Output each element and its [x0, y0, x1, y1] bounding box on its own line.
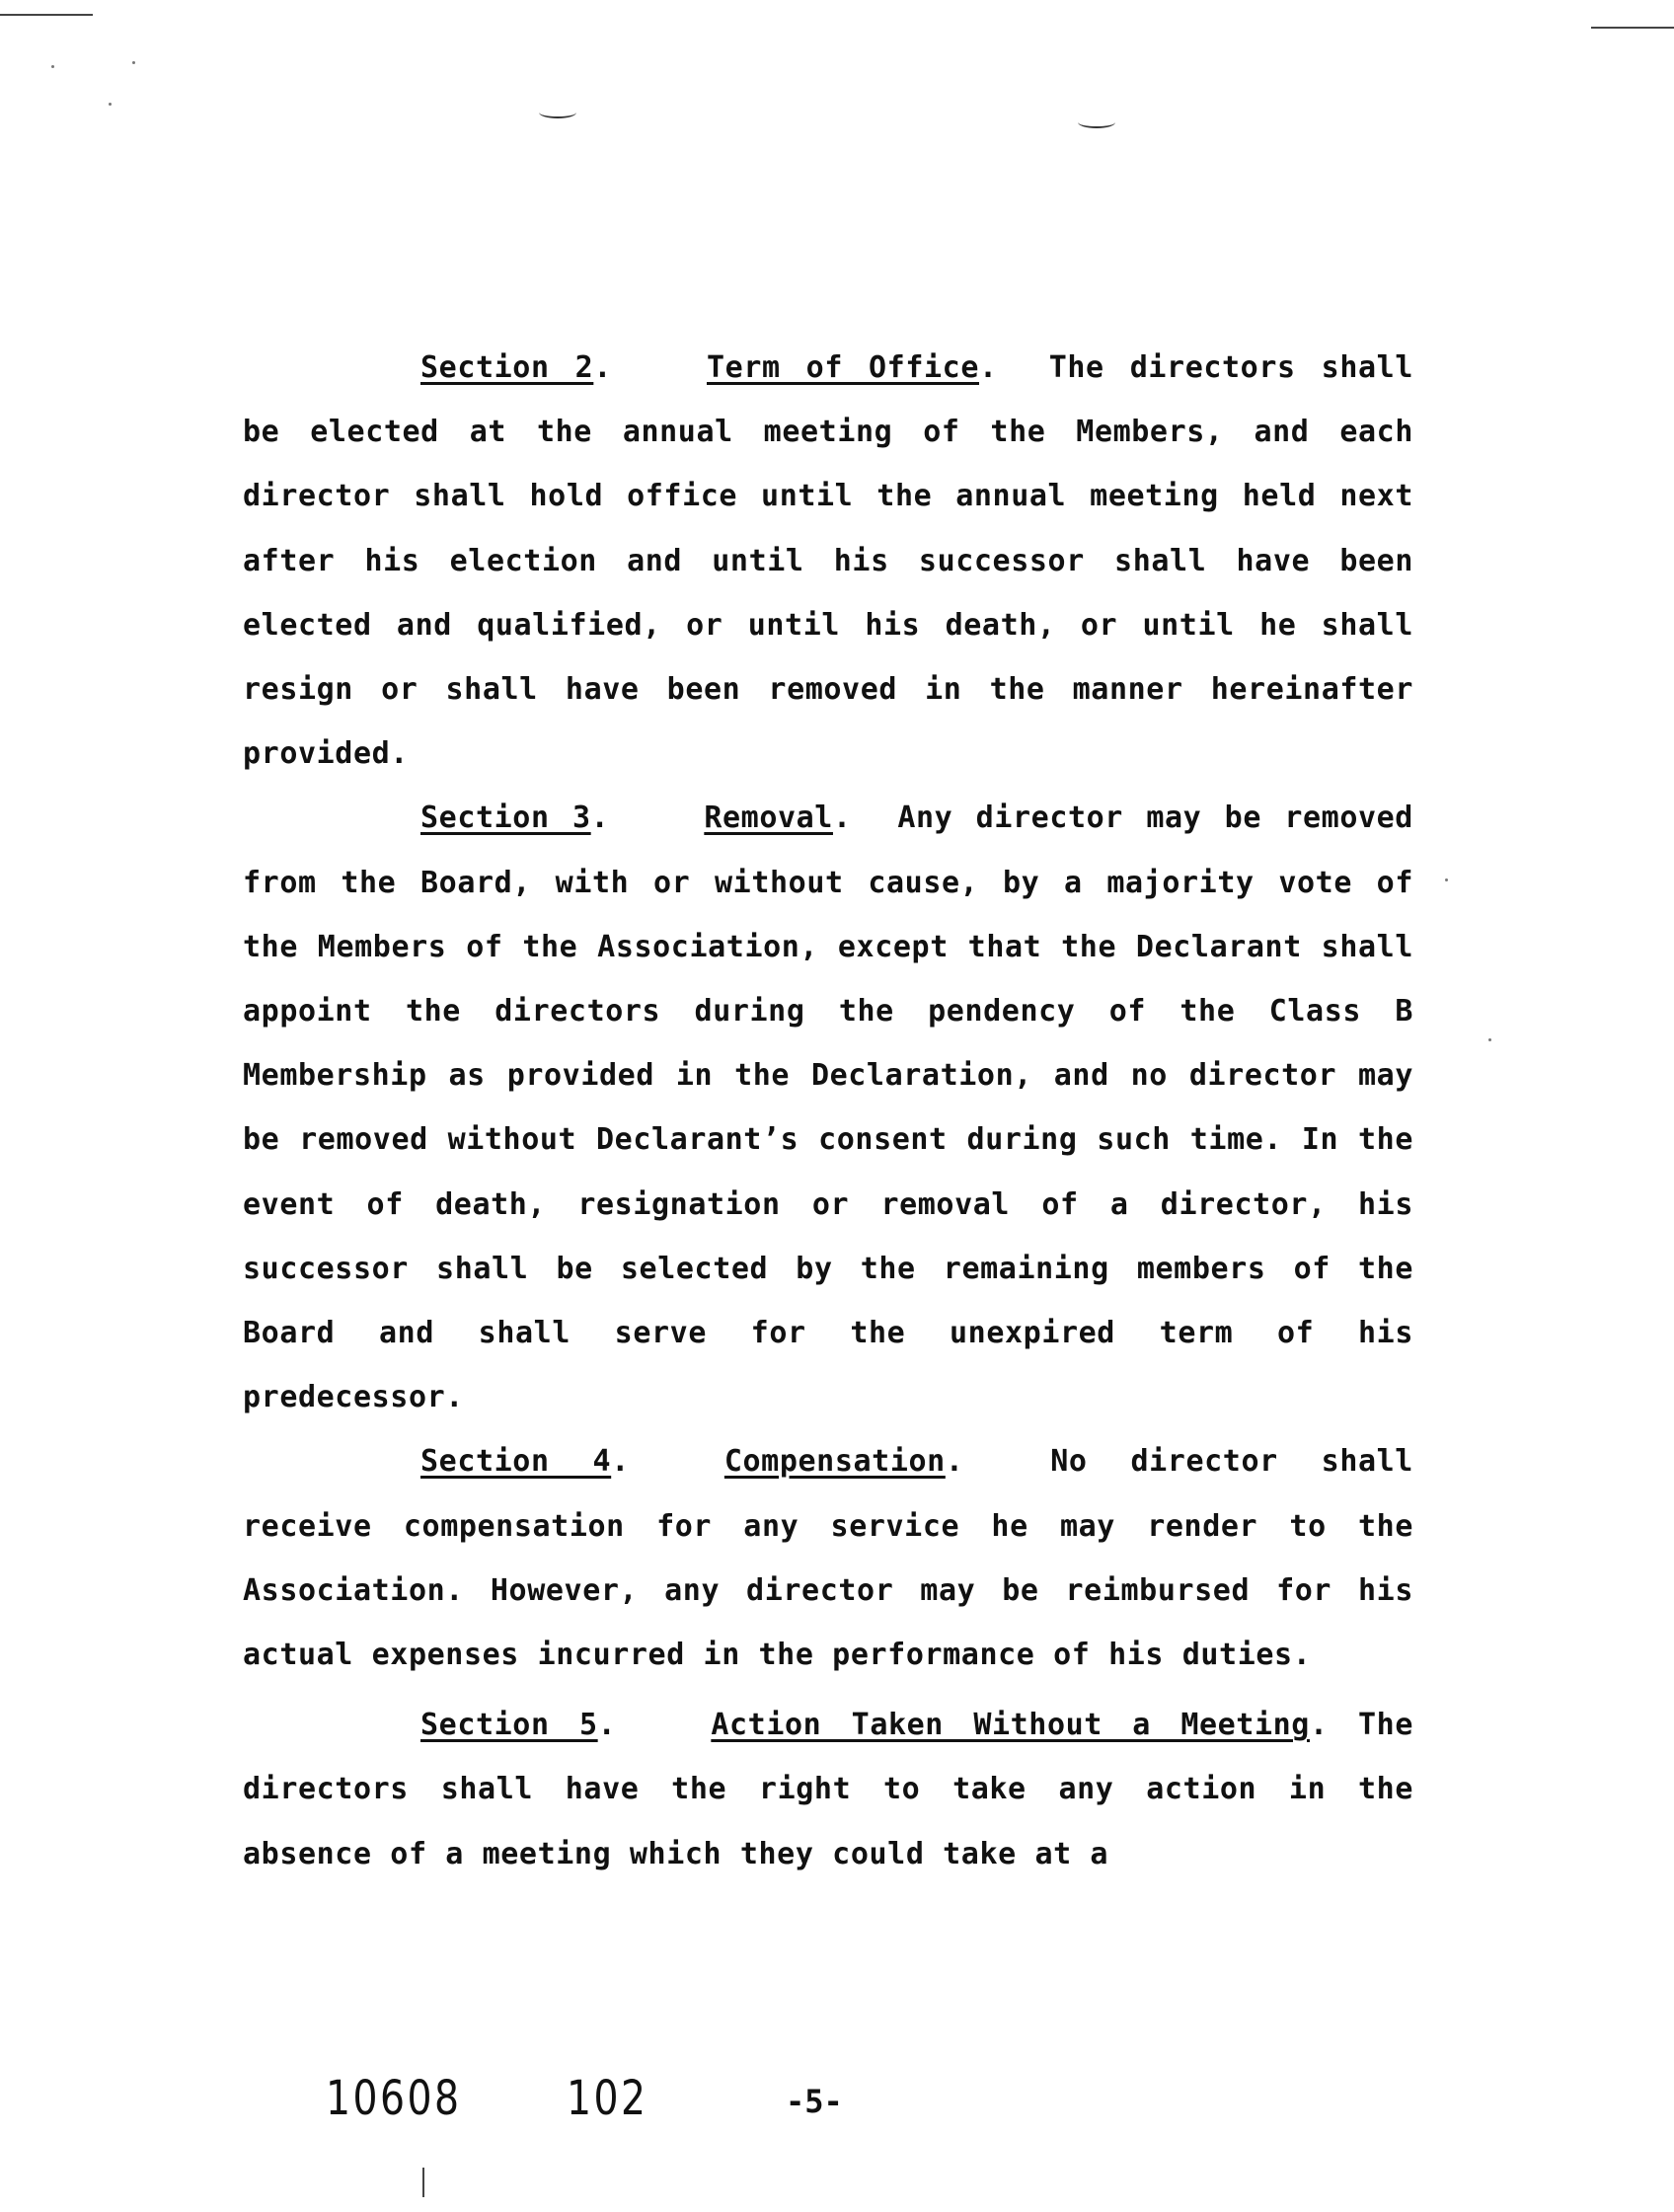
scan-speck — [51, 65, 54, 68]
section-4-text: No director shall receive compensation for any service he may render to the Association. However, any director may be reimbursed for his actual expenses incurred in the performance of his duties. — [243, 1444, 1413, 1673]
scan-mark-vertical — [422, 2168, 424, 2197]
section-2-title: Term of Office — [707, 350, 979, 385]
scan-mark-curve-2 — [1078, 116, 1115, 128]
section-2-text: The directors shall be elected at the annual meeting of the Members, and each director shall hold office until the annual meeting held next after his election and until his successor shall have been elected and qualified, or until his death, or until he shall resign or shall have been removed in the manner hereinafter provided. — [243, 350, 1413, 772]
section-5-paragraph: Section 5. Action Taken Without a Meeting. The directors shall have the right to take any action in the absence of a meeting which they could take at a — [243, 1708, 1413, 1871]
scan-edge-line-left — [0, 14, 93, 16]
section-4-paragraph: Section 4. Compensation. No director shall receive compensation for any service he may render to the Association. However, any director may be reimbursed for his actual expenses incurred in the performance of his duties. — [243, 1444, 1413, 1673]
section-3-text: Any director may be removed from the Board, with or without cause, by a majority vote of the Members of the Association, except that the Declarant shall appoint the directors during the pendency of the Class B Membership as provided in the Declaration, and no director may be removed without Declarant’s consent during such time. In the event of death, resignation or removal of a director, his successor shall be selected by the remaining members of the Board and shall serve for the unexpired term of his predecessor. — [243, 801, 1413, 1415]
scan-speck — [132, 61, 135, 64]
book-number: 10608 — [326, 2071, 462, 2126]
section-3-paragraph: Section 3. Removal. Any director may be removed from the Board, with or without cause, by a majority vote of the Members of the Association, except that the Declarant shall appoint the directors during the pendency of the Class B Membership as provided in the Declaration, and no director may be removed without Declarant’s consent during such time. In the event of death, resignation or removal of a director, his successor shall be selected by the remaining members of the Board and shall serve for the unexpired term of his predecessor. — [243, 801, 1413, 1415]
section-4-heading: Section 4 — [420, 1444, 612, 1480]
scan-edge-line-right — [1591, 27, 1674, 29]
section-5-title: Action Taken Without a Meeting — [711, 1708, 1310, 1743]
section-3-title: Removal — [704, 801, 833, 836]
section-3-heading: Section 3 — [420, 801, 591, 836]
scan-speck — [1488, 1038, 1491, 1041]
section-2-paragraph: Section 2. Term of Office. The directors shall be elected at the annual meeting of the Members, and each director shall hold office until the annual meeting held next after his election and until his successor shall have been elected and qualified, or until his death, or until he shall resign or shall have been removed in the manner hereinafter provided. — [243, 350, 1413, 772]
section-4-title: Compensation — [723, 1444, 946, 1480]
scan-mark-curve-1 — [539, 107, 576, 118]
scan-speck — [1445, 878, 1448, 881]
document-body — [243, 336, 1413, 1886]
page-code: 102 — [567, 2071, 648, 2126]
section-5-heading: Section 5 — [420, 1708, 598, 1743]
page-number: -5- — [786, 2083, 843, 2120]
section-2-heading: Section 2 — [420, 350, 594, 385]
scan-speck — [109, 103, 112, 106]
section-5-text: The directors shall have the right to take any action in the absence of a meeting which they could take at a — [243, 1708, 1413, 1871]
